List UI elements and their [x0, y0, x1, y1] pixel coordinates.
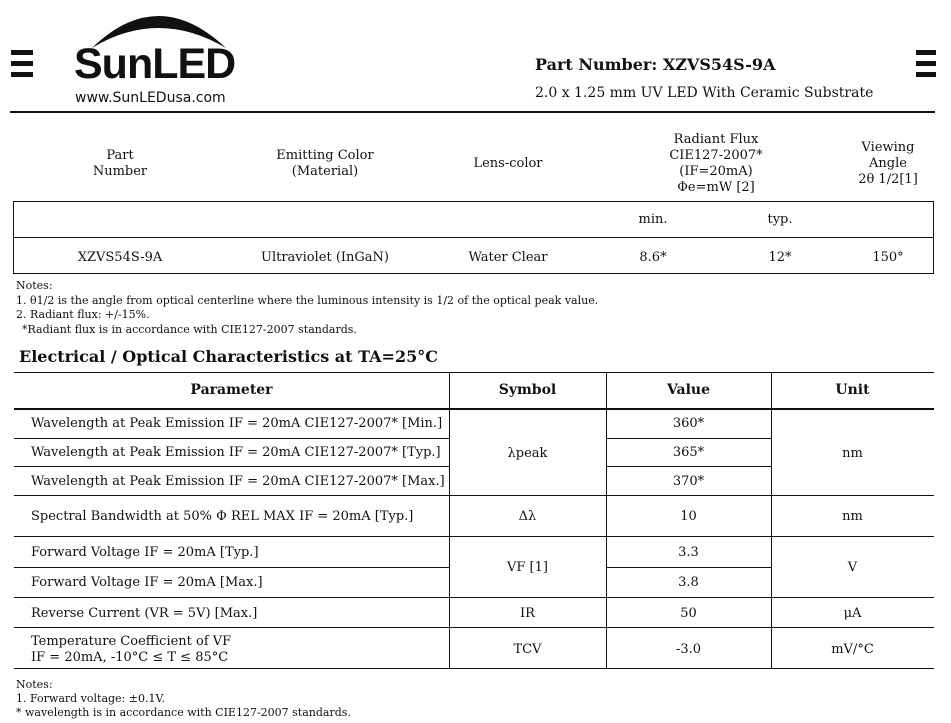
section-title: Electrical / Optical Characteristics at TA=25°C [19, 347, 438, 366]
table-rule [606, 466, 771, 467]
param-peak-typ: Wavelength at Peak Emission IF = 20mA CIE127-2007* [Typ.] [31, 445, 441, 460]
table-rule [606, 567, 771, 568]
header-unit: Unit [835, 382, 870, 398]
unit-volt: V [847, 560, 858, 575]
col-flux-line2: CIE127-2007* [669, 148, 763, 163]
value-vf-max: 3.8 [678, 575, 699, 590]
table-rule [14, 668, 934, 669]
row-emitting-color: Ultraviolet (InGaN) [260, 250, 389, 265]
col-part-line1: Part [106, 148, 134, 163]
right-bars-decoration [916, 50, 938, 83]
param-vf-typ: Forward Voltage IF = 20mA [Typ.] [31, 545, 259, 560]
header-divider [10, 111, 935, 113]
row-viewing-angle: 150° [872, 250, 904, 265]
unit-mv-per-c: mV/°C [831, 642, 874, 657]
notes1-item2: 2. Radiant flux: +/-15%. [16, 308, 150, 321]
col-viewing-angle [838, 140, 938, 188]
unit-microamp: μA [843, 606, 862, 621]
symbol-lambda-peak: λpeak [507, 446, 548, 461]
col-flux-line3: (IF=20mA) [679, 164, 753, 179]
header-value: Value [666, 382, 711, 398]
row-part-number: XZVS54S-9A [77, 250, 163, 265]
col-angle-line2: Angle [869, 156, 907, 171]
col-flux-line1: Radiant Flux [673, 132, 759, 147]
subhead-typ: typ. [767, 212, 793, 227]
value-temp-coef: -3.0 [675, 642, 702, 657]
symbol-vf: VF [1] [507, 560, 548, 575]
table-rule [14, 466, 449, 467]
col-radiant-flux [646, 132, 786, 196]
notes1-heading: Notes: [16, 279, 53, 292]
col-flux-line4: Φe=mW [2] [677, 180, 755, 195]
unit-nm-bandwidth: nm [842, 509, 863, 524]
param-reverse-current: Reverse Current (VR = 5V) [Max.] [31, 606, 258, 621]
part-description: 2.0 x 1.25 mm UV LED With Ceramic Substrate [535, 85, 874, 101]
param-temp-coef: Temperature Coefficient of VF [31, 634, 232, 649]
table-rule [14, 567, 449, 568]
part-number-title: Part Number: XZVS54S-9A [535, 55, 776, 74]
col-color-line1: Emitting Color [276, 148, 374, 163]
notes2-item1: 1. Forward voltage: ±0.1V. [16, 692, 165, 705]
col-part-line2: Number [92, 164, 148, 179]
subhead-min: min. [638, 212, 668, 227]
symbol-delta-lambda: Δλ [518, 509, 537, 524]
table-rule [14, 372, 934, 373]
value-peak-typ: 365* [672, 445, 705, 460]
notes1-item1: 1. θ1/2 is the angle from optical centerline where the luminous intensity is 1/2 of the optical peak value. [16, 294, 599, 307]
unit-nm-peak: nm [842, 446, 863, 461]
row-flux-min: 8.6* [639, 250, 667, 265]
col-angle-line3: 2θ 1/2[1] [858, 172, 918, 187]
table-rule [14, 495, 934, 496]
table-rule [14, 438, 449, 439]
param-temp-coef-cond: IF = 20mA, -10°C ≤ T ≤ 85°C [31, 650, 229, 665]
value-peak-max: 370* [672, 474, 705, 489]
logo-wordmark: SunLED [74, 40, 236, 88]
param-peak-max: Wavelength at Peak Emission IF = 20mA CIE127-2007* [Max.] [31, 474, 445, 489]
table-rule [14, 627, 934, 628]
col-angle-line1: Viewing [861, 140, 915, 155]
header-parameter: Parameter [190, 382, 273, 398]
col-lens-color: Lens-color [473, 156, 543, 171]
param-vf-max: Forward Voltage IF = 20mA [Max.] [31, 575, 263, 590]
table-rule [14, 408, 934, 410]
param-peak-min: Wavelength at Peak Emission IF = 20mA CIE127-2007* [Min.] [31, 416, 443, 431]
value-vf-typ: 3.3 [678, 545, 699, 560]
summary-table-divider [13, 237, 934, 238]
table-rule [606, 438, 771, 439]
param-bandwidth: Spectral Bandwidth at 50% Φ REL MAX IF = 20mA [Typ.] [31, 509, 414, 524]
row-flux-typ: 12* [768, 250, 792, 265]
notes2-heading: Notes: [16, 678, 53, 691]
header-symbol: Symbol [498, 382, 557, 398]
value-bandwidth: 10 [680, 509, 697, 524]
notes1-item3: *Radiant flux is in accordance with CIE127-2007 standards. [22, 323, 357, 336]
table-rule [14, 597, 934, 598]
notes2-item2: * wavelength is in accordance with CIE127-2007 standards. [16, 706, 351, 719]
logo-url: www.SunLEDusa.com [75, 90, 226, 106]
left-bars-decoration [11, 50, 33, 83]
row-lens-color: Water Clear [468, 250, 548, 265]
col-color-line2: (Material) [291, 164, 359, 179]
value-peak-min: 360* [672, 416, 705, 431]
col-emitting-color [245, 148, 405, 180]
symbol-tcv: TCV [513, 642, 542, 657]
symbol-ir: IR [520, 606, 535, 621]
table-rule [14, 536, 934, 537]
value-reverse-current: 50 [680, 606, 697, 621]
col-part-number [60, 148, 180, 180]
